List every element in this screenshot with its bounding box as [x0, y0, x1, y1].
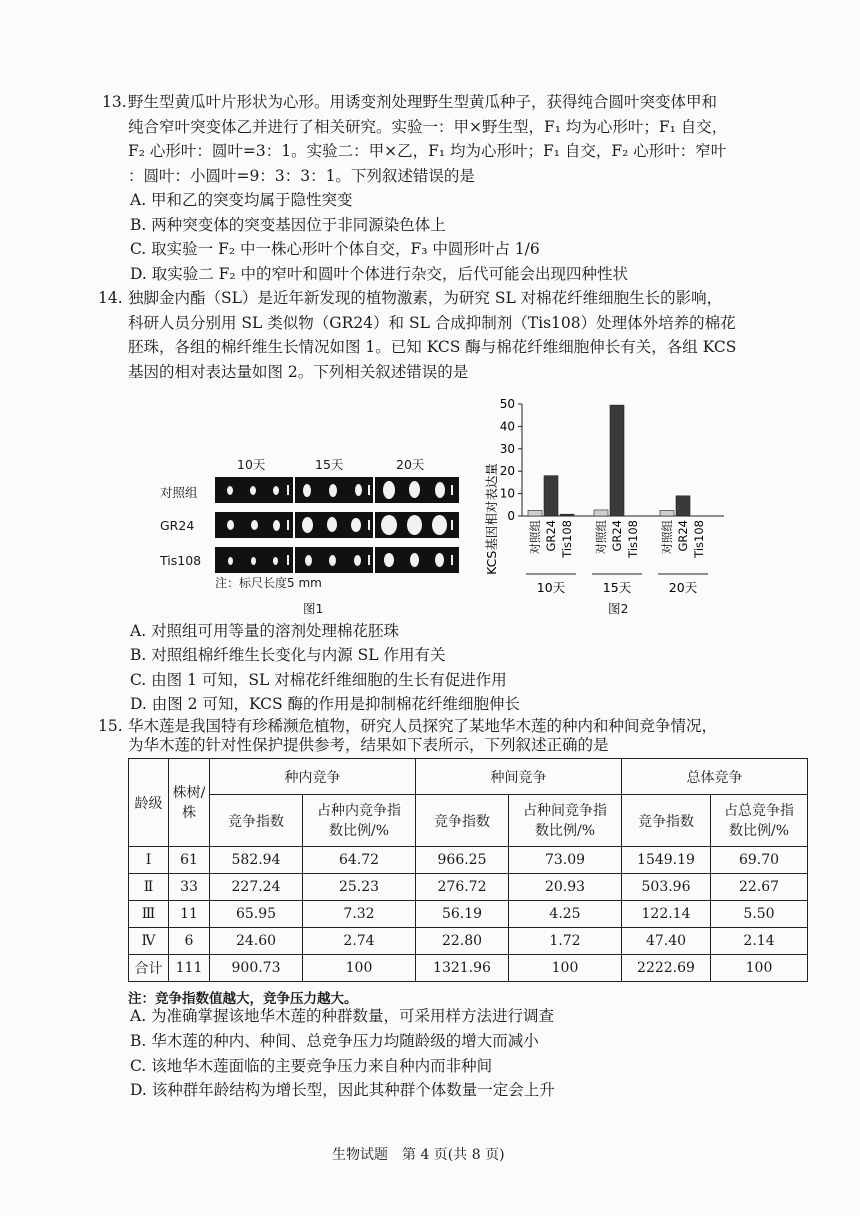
- fig2-bar-0-0: [528, 510, 542, 516]
- fig2-bar-0-1: [594, 510, 608, 516]
- table-cell: 22.67: [711, 874, 808, 901]
- fig2-x-tick-label: GR24: [676, 520, 690, 552]
- fig2-y-tick-label: 0: [507, 509, 515, 523]
- fig1-photo-strip-tis108: [215, 547, 459, 573]
- fig2-x-tick-label: Tis108: [560, 520, 574, 558]
- fig2-y-tick-label: 10: [499, 486, 515, 501]
- table-row: [129, 928, 808, 955]
- question-14-line-2: 科研人员分别用 SL 类似物（GR24）和 SL 合成抑制剂（Tis108）处理体外培养的棉花: [128, 314, 736, 332]
- fig2-x-tick-label: 对照组: [594, 520, 608, 555]
- table-cell: 4.25: [509, 901, 622, 928]
- th-interspecific: 种间竞争: [416, 759, 622, 795]
- table-cell: 24.60: [210, 928, 303, 955]
- question-14-number: 14.: [98, 289, 123, 307]
- table-cell: 966.25: [416, 847, 509, 874]
- table-cell: 6: [169, 928, 210, 955]
- question-15-option-c: C. 该地华木莲面临的主要竞争压力来自种内而非种间: [130, 1057, 493, 1075]
- th-total-pct: 占总竞争指数比例/%: [711, 795, 808, 847]
- th-total: 总体竞争: [622, 759, 808, 795]
- table-cell: 1549.19: [622, 847, 711, 874]
- table-cell: 503.96: [622, 874, 711, 901]
- fig1-day-20: 20天: [396, 457, 425, 472]
- fig2-bar-1-0: [544, 476, 558, 516]
- th-age-class: 龄级: [129, 759, 169, 847]
- figure-1-cotton-fibers: [160, 455, 465, 605]
- table-cell: Ⅱ: [129, 874, 169, 901]
- table-cell: 2.14: [711, 928, 808, 955]
- fig1-row-control: 对照组: [160, 485, 198, 500]
- question-14-option-c: C. 由图 1 可知，SL 对棉花纤维细胞的生长有促进作用: [130, 671, 507, 689]
- fig1-row-tis108: Tis108: [160, 553, 202, 568]
- figure-1-caption: 图1: [303, 601, 324, 616]
- table-note: 注：竞争指数值越大，竞争压力越大。: [128, 991, 358, 1007]
- question-13-option-a: A. 甲和乙的突变均属于隐性突变: [130, 191, 353, 209]
- fig1-day-15: 15天: [315, 457, 344, 472]
- table-cell: 25.23: [303, 874, 416, 901]
- question-14-option-a: A. 对照组可用等量的溶剂处理棉花胚珠: [130, 622, 400, 640]
- fig1-row-gr24: GR24: [160, 518, 195, 533]
- fig2-bars: [528, 405, 690, 516]
- table-cell: Ⅳ: [129, 928, 169, 955]
- table-cell: 22.80: [416, 928, 509, 955]
- question-13-line-3: F₂ 心形叶：圆叶=3：1。实验二：甲×乙，F₁ 均为心形叶；F₁ 自交，F₂ 心形叶：窄叶: [128, 142, 727, 160]
- table-cell: 100: [509, 955, 622, 982]
- competition-table: [128, 758, 808, 982]
- table-cell: Ⅲ: [129, 901, 169, 928]
- fig2-bar-1-1: [610, 405, 624, 516]
- question-15-line-2: 为华木莲的针对性保护提供参考，结果如下表所示，下列叙述正确的是: [128, 736, 609, 754]
- fig2-y-axis-label: KCS基因相对表达量: [484, 463, 499, 575]
- question-13-number: 13.: [102, 93, 127, 111]
- table-cell: 5.50: [711, 901, 808, 928]
- fig2-y-tick-label: 50: [499, 397, 515, 411]
- question-13-line-1: 野生型黄瓜叶片形状为心形。用诱变剂处理野生型黄瓜种子，获得纯合圆叶突变体甲和: [128, 93, 718, 111]
- question-15-option-d: D. 该种群年龄结构为增长型，因此其种群个体数量一定会上升: [130, 1081, 555, 1099]
- fig2-bar-2-0: [560, 514, 574, 516]
- fig1-day-10: 10天: [237, 457, 266, 472]
- figure-2-caption: 图2: [608, 601, 629, 616]
- fig2-group-label: 20天: [668, 580, 698, 595]
- figure-2-kcs-chart: [478, 396, 738, 598]
- table-cell: 7.32: [303, 901, 416, 928]
- table-cell: Ⅰ: [129, 847, 169, 874]
- fig2-group-label: 10天: [536, 580, 566, 595]
- table-cell: 合计: [129, 955, 169, 982]
- fig2-bar-0-2: [660, 510, 674, 516]
- fig2-y-tick-label: 20: [499, 464, 515, 479]
- table-cell: 64.72: [303, 847, 416, 874]
- table-cell: 276.72: [416, 874, 509, 901]
- fig2-x-tick-label: 对照组: [660, 520, 674, 555]
- table-cell: 100: [711, 955, 808, 982]
- th-intra-pct: 占种内竞争指数比例/%: [303, 795, 416, 847]
- question-14-line-1: 独脚金内酯（SL）是近年新发现的植物激素，为研究 SL 对棉花纤维细胞生长的影响，: [128, 289, 723, 307]
- fig2-x-tick-label: GR24: [610, 520, 624, 552]
- fig2-bar-1-2: [676, 496, 690, 516]
- question-15-line-1: 华木莲是我国特有珍稀濒危植物，研究人员探究了某地华木莲的种内和种间竞争情况，: [128, 717, 718, 735]
- table-cell: 1.72: [509, 928, 622, 955]
- table-row: [129, 847, 808, 874]
- table-cell: 227.24: [210, 874, 303, 901]
- question-14-option-d: D. 由图 2 可知，KCS 酶的作用是抑制棉花纤维细胞伸长: [130, 695, 521, 713]
- fig1-photo-strip-control: [215, 477, 459, 503]
- question-15-number: 15.: [98, 717, 123, 735]
- question-15-option-b: B. 华木莲的种内、种间、总竞争压力均随龄级的增大而减小: [130, 1032, 539, 1050]
- fig2-group-label: 15天: [602, 580, 632, 595]
- table-cell: 47.40: [622, 928, 711, 955]
- fig1-scale-note: 注：标尺长度5 mm: [215, 576, 322, 590]
- fig2-x-tick-label: 对照组: [528, 520, 542, 555]
- question-15-option-a: A. 为准确掌握该地华木莲的种群数量，可采用样方法进行调查: [130, 1007, 555, 1025]
- th-total-index: 竞争指数: [622, 795, 711, 847]
- fig1-photo-strip-gr24: [215, 512, 459, 538]
- table-cell: 582.94: [210, 847, 303, 874]
- question-13-line-2: 纯合窄叶突变体乙并进行了相关研究。实验一：甲×野生型，F₁ 均为心形叶；F₁ 自交，: [128, 118, 728, 136]
- th-inter-pct: 占种间竞争指数比例/%: [509, 795, 622, 847]
- table-cell: 100: [303, 955, 416, 982]
- question-13-option-b: B. 两种突变体的突变基因位于非同源染色体上: [130, 216, 446, 234]
- fig2-y-tick-label: 30: [499, 441, 515, 456]
- competition-table-body: [129, 847, 808, 982]
- table-cell: 33: [169, 874, 210, 901]
- fig2-x-tick-label: Tis108: [692, 520, 706, 558]
- th-intra-index: 竞争指数: [210, 795, 303, 847]
- table-cell: 69.70: [711, 847, 808, 874]
- fig2-x-labels: [526, 520, 708, 595]
- table-cell: 61: [169, 847, 210, 874]
- table-row: [129, 901, 808, 928]
- table-row: [129, 955, 808, 982]
- th-intraspecific: 种内竞争: [210, 759, 416, 795]
- table-row: [129, 874, 808, 901]
- table-cell: 20.93: [509, 874, 622, 901]
- table-cell: 73.09: [509, 847, 622, 874]
- table-cell: 122.14: [622, 901, 711, 928]
- table-cell: 2222.69: [622, 955, 711, 982]
- fig2-y-tick-label: 40: [499, 419, 515, 434]
- th-inter-index: 竞争指数: [416, 795, 509, 847]
- question-13-option-d: D. 取实验二 F₂ 中的窄叶和圆叶个体进行杂交，后代可能会出现四种性状: [130, 265, 629, 283]
- question-13-line-4: ：圆叶：小圆叶=9：3：3：1。下列叙述错误的是: [128, 167, 475, 185]
- table-cell: 900.73: [210, 955, 303, 982]
- fig2-x-tick-label: Tis108: [626, 520, 640, 558]
- th-count: 株树/株: [169, 759, 210, 847]
- question-14-line-4: 基因的相对表达量如图 2。下列相关叙述错误的是: [128, 363, 469, 381]
- question-13-option-c: C. 取实验一 F₂ 中一株心形叶个体自交，F₃ 中圆形叶占 1/6: [130, 240, 540, 258]
- question-14-line-3: 胚珠，各组的棉纤维生长情况如图 1。已知 KCS 酶与棉花纤维细胞伸长有关，各组 KCS: [128, 338, 737, 356]
- table-cell: 1321.96: [416, 955, 509, 982]
- table-cell: 2.74: [303, 928, 416, 955]
- question-14-option-b: B. 对照组棉纤维生长变化与内源 SL 作用有关: [130, 646, 446, 664]
- table-cell: 65.95: [210, 901, 303, 928]
- page-footer: 生物试题 第 4 页(共 8 页): [332, 1147, 505, 1163]
- table-cell: 11: [169, 901, 210, 928]
- fig2-x-tick-label: GR24: [544, 520, 558, 552]
- table-cell: 111: [169, 955, 210, 982]
- table-cell: 56.19: [416, 901, 509, 928]
